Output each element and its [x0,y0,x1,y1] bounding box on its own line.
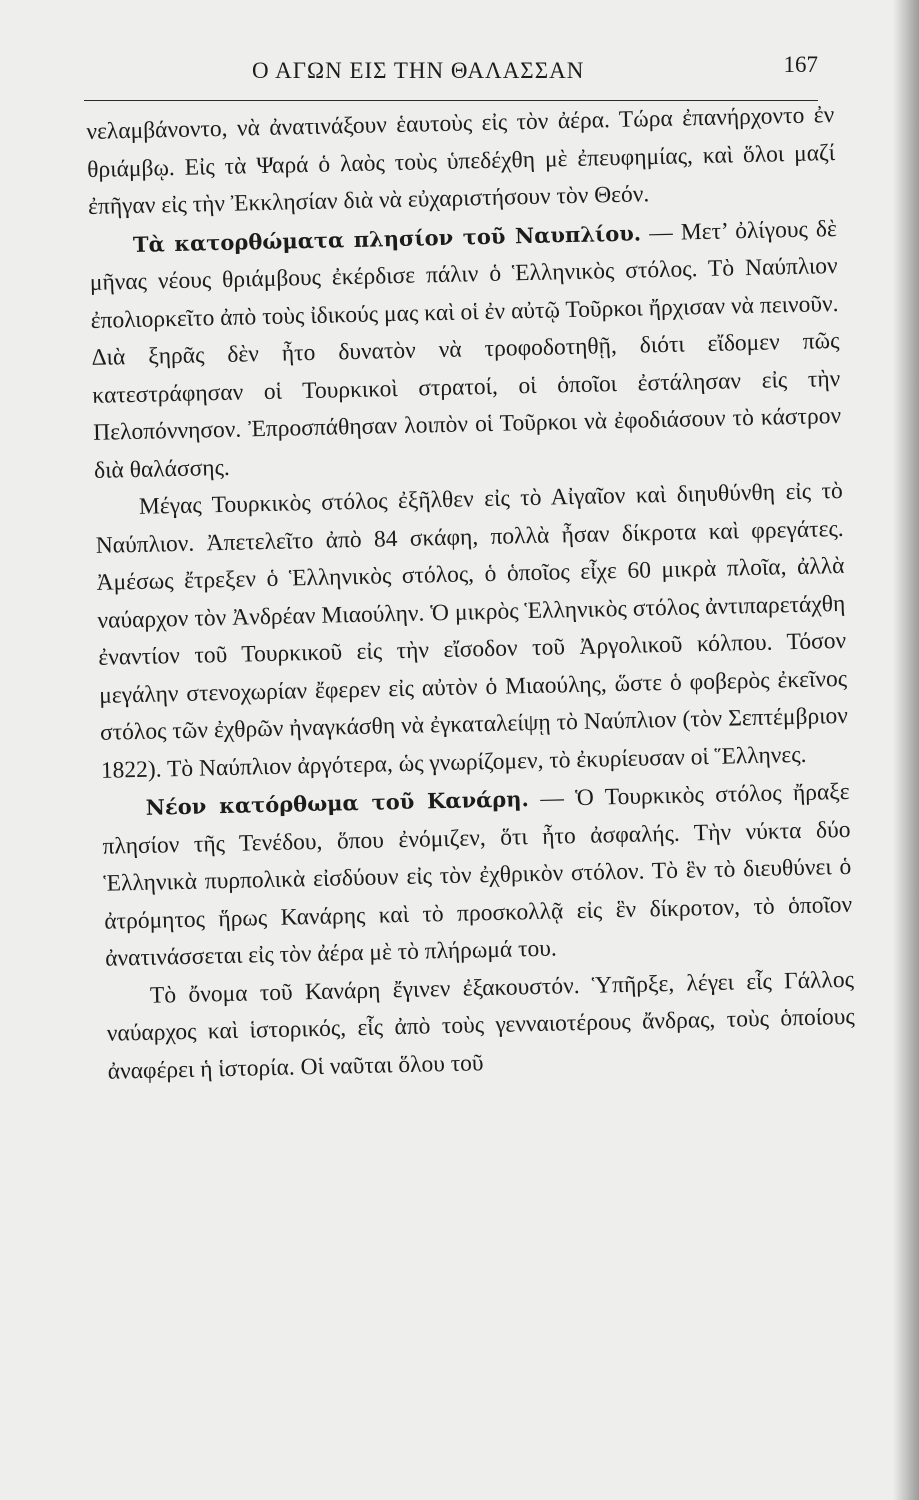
paragraph-4-text: — Ὁ Τουρκικὸς στόλος ἤραξε πλησίον τῆς Τενέδου, ὅπου ἐνόμιζεν, ὅτι ἦτο ἀσφαλής. Τὴν νύκτα δύο Ἑλληνικὰ πυρπολικὰ εἰσδύουν εἰς τὸν ἐχθρικὸν στόλον. Τὸ ἓν τὸ διευθύνει ὁ ἀτρόμητος ἥρως Κανάρης καὶ τὸ προσκολλᾷ εἰς ἓν δίκροτον, τὸ ὁποῖον ἀνατινάσσεται εἰς τὸν ἀέρα μὲ τὸ πλήρωμά του. [102,778,853,972]
body-text [86,97,856,1091]
section-heading-kanaris: Νέον κατόρθωμα τοῦ Κανάρη. [145,786,530,820]
section-heading-nafplio: Τὰ κατορθώματα πλησίον τοῦ Ναυπλίου. [132,219,642,257]
page-number: 167 [783,52,818,77]
paragraph-3: Μέγας Τουρκικὸς στόλος ἐξῆλθεν εἰς τὸ Αἰγαῖον καὶ διηυθύνθη εἰς τὸ Ναύπλιον. Ἀπετελεῖτο ἀπὸ 84 σκάφη, πολλὰ ἦσαν δίκροτα καὶ φρεγάτες. Ἀμέσως ἔτρεξεν ὁ Ἑλληνικὸς στόλος, ὁ ὁποῖος εἶχε 60 μικρὰ πλοῖα, ἀλλὰ ναύαρχον τὸν Ἀνδρέαν Μιαούλην. Ὁ μικρὸς Ἑλληνικὸς στόλος ἀντιπαρετάχθη ἐναντίον τοῦ Τουρκικοῦ εἰς τὴν εἴσοδον τοῦ Ἀργολικοῦ κόλπου. Τόσον μεγάλην στενοχωρίαν ἔφερεν εἰς αὐτὸν ὁ Μιαούλης, ὥστε ὁ φοβερὸς ἐκεῖνος στόλος τῶν ἐχθρῶν ἠναγκάσθη νὰ ἐγκαταλείψῃ τὸ Ναύπλιον (τὸν Σεπτέμβριον 1822). Τὸ Ναύπλιον ἀργότερα, ὡς γνωρίζομεν, τὸ ἐκυρίευσαν οἱ Ἕλληνες. [95,477,849,784]
page-header [84,52,824,98]
paragraph-2-text: — Μετ’ ὀλίγους δὲ μῆνας νέους θριάμβους ἐκέρδισε πάλιν ὁ Ἑλληνικὸς στόλος. Τὸ Ναύπλιον ἐπολιορκεῖτο ἀπὸ τοὺς ἰδικούς μας καὶ οἱ ἐν αὐτῷ Τοῦρκοι ἤρχισαν νὰ πεινοῦν. Διὰ ξηρᾶς δὲν ἦτο δυνατὸν νὰ τροφοδοτηθῇ, διότι εἴδομεν πῶς κατεστράφησαν οἱ Τουρκικοὶ στρατοί, οἱ ὁποῖοι ἐστάλησαν εἰς τὴν Πελοπόννησον. Ἐπροσπάθησαν λοιπὸν οἱ Τοῦρκοι νὰ ἐφοδιάσουν τὸ κάστρον διὰ θαλάσσης. [89,215,842,484]
running-title: Ο ΑΓΩΝ ΕΙΣ ΤΗΝ ΘΑΛΑΣΣΑΝ [252,58,585,83]
paragraph-4 [101,773,853,978]
paragraph-5: Τὸ ὄνομα τοῦ Κανάρη ἔγινεν ἐξακουστόν. Ὑπῆρξε, λέγει εἷς Γάλλος ναύαρχος καὶ ἱστορικός, εἷς ἀπὸ τοὺς γενναιοτέρους ἄνδρας, τοὺς ὁποίους ἀναφέρει ἡ ἱστορία. Οἱ ναῦται ὅλου τοῦ [106,966,855,1085]
paragraph-1: νελαμβάνοντο, νὰ ἀνατινάξουν ἑαυτοὺς εἰς τὸν ἀέρα. Τώρα ἐπανήρχοντο ἐν θριάμβῳ. Εἰς τὰ Ψαρά ὁ λαὸς τοὺς ὑπεδέχθη μὲ ἐπευφημίας, καὶ ὅλοι μαζί ἐπῆγαν εἰς τὴν Ἐκκλησίαν διὰ νὰ εὐχαριστήσουν τὸν Θεόν. [86,102,836,220]
paragraph-2 [89,210,843,490]
